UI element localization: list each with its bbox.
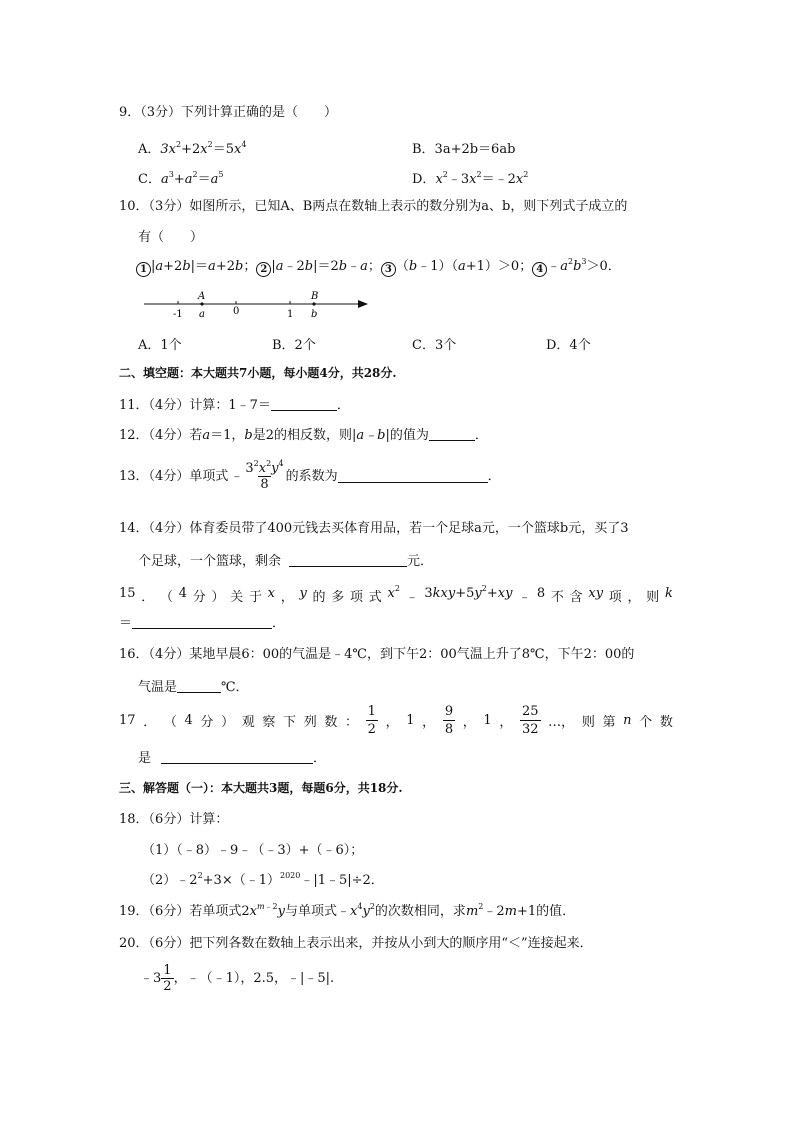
q10-stem-line1: 10．（3分）如图所示，已知A、B两点在数轴上表示的数分别为a、b，则下列式子成立的 [119, 199, 628, 214]
q16-answer-blank[interactable] [177, 680, 221, 693]
q20-numbers: ﹣3 $\frac{1}{2}$ ，﹣（﹣1），2.5，﹣|﹣5|. [140, 963, 335, 994]
q12: 12．（4分）若a＝1，b是2的相反数，则|a﹣b|的值为 ． [119, 428, 488, 443]
label-B: B [311, 291, 319, 302]
q15-line2: ＝ ． [119, 616, 286, 631]
section-2-heading: 二、填空题：本大题共7小题，每小题4分，共28分. [119, 366, 397, 380]
point-b [312, 302, 315, 305]
q10-option-a[interactable]: A．1个 [138, 338, 182, 353]
q14-line1: 14．（4分）体育委员带了400元钱去买体育用品，若一个足球a元，一个篮球b元，买了3 [119, 521, 629, 536]
q12-answer-blank[interactable] [429, 428, 475, 441]
q10-stem-line2: 有（ ） [138, 230, 204, 245]
q10-statements: 1 |a+2b|＝a+2b； 2 |a﹣2b|＝2b﹣a； 3 （b﹣1）（a+1）＞0； 4 $﹣a^2b^3>0$． [136, 260, 621, 277]
q9-option-b[interactable]: B．3a+2b＝6ab [412, 142, 516, 157]
q10-option-d[interactable]: D．4个 [546, 338, 591, 353]
q9-stem: 9．（3分）下列计算正确的是（ ） [119, 105, 338, 120]
q13-fraction: $\frac{3^2x^2y^4}{8}$ [245, 459, 284, 492]
q9-option-c[interactable]: C．$a^3+a^2=a^5$ [138, 170, 224, 187]
q10-option-b[interactable]: B．2个 [272, 338, 316, 353]
q18-part2: $(2)﹣2^2+3\times(﹣1)^{2020}﹣|1﹣5|\div 2$． [142, 871, 384, 888]
q13: 13．（4分）单项式 ﹣ $\frac{3^2x^2y^4}{8}$ 的系数为 ． [119, 459, 501, 492]
q20-stem: 20．（6分）把下列各数在数轴上表示出来，并按从小到大的顺序用“＜”连接起来． [119, 936, 593, 951]
q14-line2: 个足球，一个篮球，剩余 元． [138, 554, 434, 569]
q11-answer-blank[interactable] [271, 398, 337, 411]
q16-line2: 气温是 ℃． [138, 680, 249, 695]
q13-answer-blank[interactable] [338, 470, 488, 483]
q15-line1: 15 ． （ 4 分 ） 关 于 x ， y 的 多 项 式 $x^2$ ﹣ $3kxy+5y^2+xy$ ﹣ 8 不 含 xy 项 ， 则 k [119, 584, 673, 605]
label-zero: 0 [233, 306, 240, 317]
label-one: 1 [287, 309, 294, 320]
q9-option-d[interactable]: D．$x^2﹣3x^2=﹣2x^2$ [412, 170, 529, 187]
q11: 11．（4分）计算：1﹣7＝ ． [119, 398, 350, 413]
q19: 19．（6分）若单项式$2x^{m﹣2}y$与单项式$﹣x^4y^2$的次数相同，求$m^2﹣2m+1$的值． [119, 902, 576, 919]
section-3-heading: 三、解答题（一）：本大题共3题，每题6分，共18分. [119, 781, 403, 795]
q14-answer-blank[interactable] [289, 554, 407, 567]
q18-part1: （1）（﹣8）﹣9﹣（﹣3）+（﹣6）； [142, 843, 364, 858]
label-A: A [198, 291, 206, 302]
number-line-figure [140, 290, 380, 320]
label-a: a [199, 309, 205, 320]
q18-stem: 18．（6分）计算： [119, 812, 229, 827]
label-minus-one: -1 [173, 309, 183, 320]
q10-option-c[interactable]: C．3个 [412, 338, 457, 353]
label-b: b [311, 309, 318, 320]
q17-answer-blank[interactable] [161, 751, 313, 764]
point-a [200, 302, 203, 305]
q15-answer-blank[interactable] [132, 616, 272, 629]
q9-option-a[interactable]: A．$3x^2+2x^2=5x^4$ [138, 140, 247, 157]
number-line-arrow-icon [358, 300, 368, 308]
q17-line1: 17 ． （ 4 分 ） 观 察 下 列 数 ： $\frac{1}{2}$ ， 1 ， $\frac{9}{8}$ ， 1 ， $\frac{25}{32}$ …， 则 第 n 个 数 [119, 704, 673, 737]
q16-line1: 16．（4分）某地早晨6：00的气温是﹣4℃，到下午2：00气温上升了8℃，下午2：00的 [119, 647, 635, 662]
q17-line2: 是 ． [138, 751, 327, 766]
